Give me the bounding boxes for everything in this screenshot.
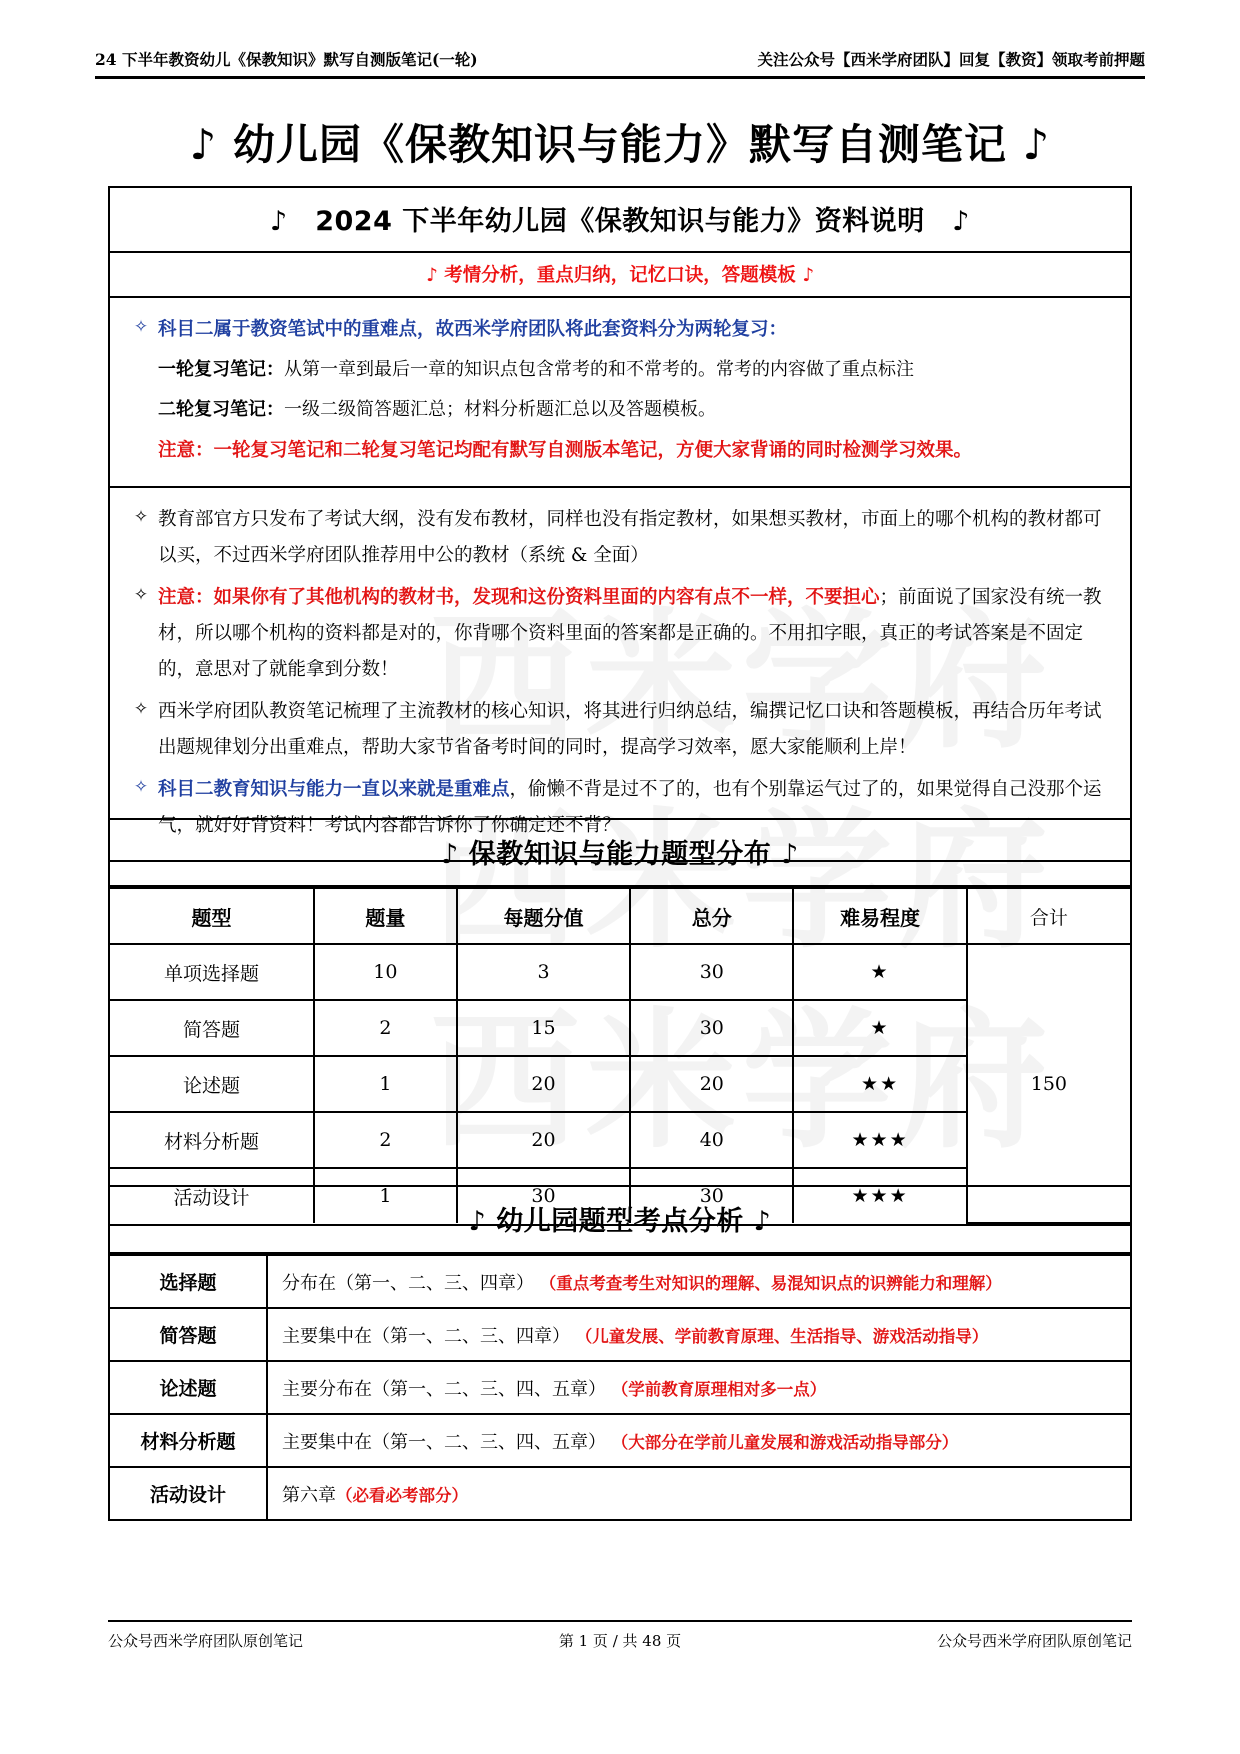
- diamond-bullet-icon: ✧: [133, 699, 149, 719]
- cell-description-main: 第六章: [282, 1484, 336, 1506]
- cell-total: 30: [630, 1168, 793, 1223]
- cell-type: 简答题: [110, 1000, 314, 1056]
- col-header-sum: 合计: [967, 888, 1130, 944]
- sub-line-label: 二轮复习笔记：: [158, 399, 284, 420]
- sub-line-body: 从第一章到最后一章的知识点包含常考的和不常考的。常考的内容做了重点标注: [284, 359, 914, 380]
- bullet-text-rest: ，偷懒不背是过不了的，也有个别靠运气过了的，如果觉得自己没那个运气，就好好背资料！考试内容都告诉你了你确定还不背？: [158, 779, 1102, 836]
- col-header-difficulty: 难易程度: [793, 888, 966, 944]
- cell-question-type: 活动设计: [110, 1467, 267, 1519]
- analysis-table-title: ♪ 幼儿园题型考点分析 ♪: [110, 1187, 1130, 1254]
- cell-description-note: （儿童发展、学前教育原理、生活指导、游戏活动指导）: [575, 1326, 989, 1346]
- distribution-table-title: ♪ 保教知识与能力题型分布 ♪: [110, 820, 1130, 887]
- cell-count: 1: [314, 1168, 457, 1223]
- cell-description: [267, 1361, 1130, 1414]
- cell-description-note: （大部分在学前儿童发展和游戏活动指导部分）: [611, 1432, 959, 1452]
- cell-per-score: 15: [457, 1000, 630, 1056]
- cell-description: [267, 1414, 1130, 1467]
- cell-grand-total: 150: [967, 944, 1130, 1223]
- header-divider: [95, 76, 1145, 79]
- table-row: [110, 944, 1130, 1000]
- header-right-text: 关注公众号【西米学府团队】回复【教资】领取考前押题: [757, 50, 1145, 69]
- col-header-type: 题型: [110, 888, 314, 944]
- cell-difficulty: ★★★: [793, 1168, 966, 1223]
- col-header-total: 总分: [630, 888, 793, 944]
- cell-type: 单项选择题: [110, 944, 314, 1000]
- info-section-two: [110, 488, 1130, 860]
- cell-description-main: 主要集中在（第一、二、三、四章）: [282, 1325, 570, 1347]
- page-title: ♪ 幼儿园《保教知识与能力》默写自测笔记 ♪: [189, 120, 1051, 169]
- cell-total: 20: [630, 1056, 793, 1112]
- sub-line-round-two: [158, 390, 1116, 430]
- cell-per-score: 30: [457, 1168, 630, 1223]
- analysis-table-box: [108, 1185, 1132, 1521]
- footer-right-text: 公众号西米学府团队原创笔记: [936, 1632, 1132, 1650]
- diamond-bullet-icon: ✧: [133, 317, 149, 337]
- bullet-text: [158, 580, 1116, 688]
- cell-count: 2: [314, 1000, 457, 1056]
- distribution-table-wrap: [110, 887, 1130, 1224]
- cell-question-type: 材料分析题: [110, 1414, 267, 1467]
- page-number: 第 1 页 / 共 48 页: [558, 1632, 682, 1650]
- bullet-text-rest: ；前面说了国家没有统一教材，所以哪个机构的资料都是对的，你背哪个资料里面的答案都是正确的。不用扣字眼，真正的考试答案是不固定的，意思对了就能拿到分数！: [158, 587, 1102, 680]
- diamond-bullet-icon: ✧: [133, 585, 149, 605]
- table-row: [110, 1467, 1130, 1519]
- sub-line-body: 一级二级简答题汇总；材料分析题汇总以及答题模板。: [284, 399, 716, 420]
- sub-line-label: 一轮复习笔记：: [158, 359, 284, 380]
- cell-description-main: 分布在（第一、二、三、四章）: [282, 1272, 534, 1294]
- cell-difficulty: ★★: [793, 1056, 966, 1112]
- cell-description-main: 主要集中在（第一、二、三、四、五章）: [282, 1431, 606, 1453]
- cell-per-score: 20: [457, 1056, 630, 1112]
- diamond-bullet-icon: ✧: [133, 777, 149, 797]
- notice-line: 注意：一轮复习笔记和二轮复习笔记均配有默写自测版本笔记，方便大家背诵的同时检测学习效果。: [158, 440, 973, 461]
- cell-total: 30: [630, 1000, 793, 1056]
- bullet-text: 教育部官方只发布了考试大纲，没有发布教材，同样也没有指定教材，如果想买教材，市面上的哪个机构的教材都可以买，不过西米学府团队推荐用中公的教材（系统 & 全面）: [158, 509, 1102, 566]
- info-box-heading: ♪ 2024 下半年幼儿园《保教知识与能力》资料说明 ♪: [110, 188, 1130, 253]
- cell-question-type: 选择题: [110, 1255, 267, 1308]
- cell-per-score: 3: [457, 944, 630, 1000]
- cell-difficulty: ★: [793, 944, 966, 1000]
- cell-description: [267, 1308, 1130, 1361]
- cell-total: 30: [630, 944, 793, 1000]
- cell-question-type: 论述题: [110, 1361, 267, 1414]
- header-left-text: 24 下半年教资幼儿《保教知识》默写自测版笔记(一轮): [95, 50, 478, 69]
- col-header-count: 题量: [314, 888, 457, 944]
- page-footer: [108, 1630, 1132, 1651]
- cell-count: 1: [314, 1056, 457, 1112]
- col-header-per-score: 每题分值: [457, 888, 630, 944]
- running-header: [95, 48, 1145, 70]
- info-box-subheading: ♪ 考情分析，重点归纳，记忆口诀，答题模板 ♪: [110, 253, 1130, 298]
- cell-description-note: （学前教育原理相对多一点）: [611, 1379, 827, 1399]
- cell-question-type: 简答题: [110, 1308, 267, 1361]
- cell-description-main: 主要分布在（第一、二、三、四、五章）: [282, 1378, 606, 1400]
- cell-type: 材料分析题: [110, 1112, 314, 1168]
- bullet-text-emphasis: 科目二教育知识与能力一直以来就是重难点: [158, 779, 510, 800]
- bullet-text: 西米学府团队教资笔记梳理了主流教材的核心知识，将其进行归纳总结，编撰记忆口诀和答题模板，再结合历年考试出题规律划分出重难点，帮助大家节省备考时间的同时，提高学习效率，愿大家能顺利上岸！: [158, 701, 1102, 758]
- cell-difficulty: ★: [793, 1000, 966, 1056]
- info-box: [108, 186, 1132, 862]
- bullet-item: [124, 502, 1116, 574]
- info-section-one: [110, 298, 1130, 488]
- cell-description-note: （必看必考部分）: [336, 1485, 468, 1505]
- footer-divider: [108, 1620, 1132, 1622]
- table-row: [110, 1361, 1130, 1414]
- table-header-row: [110, 888, 1130, 944]
- cell-difficulty: ★★★: [793, 1112, 966, 1168]
- sub-line-round-one: [158, 350, 1116, 390]
- cell-total: 40: [630, 1112, 793, 1168]
- table-row: [110, 1255, 1130, 1308]
- bullet-item: [124, 312, 1116, 348]
- cell-description-note: （重点考查考生对知识的理解、易混知识点的识辨能力和理解）: [539, 1273, 1002, 1293]
- cell-description: [267, 1467, 1130, 1519]
- cell-description: [267, 1255, 1130, 1308]
- bullet-text-emphasis: 注意：如果你有了其他机构的教材书，发现和这份资料里面的内容有点不一样，不要担心: [158, 587, 880, 608]
- analysis-table: [110, 1254, 1130, 1519]
- cell-type: 活动设计: [110, 1168, 314, 1223]
- bullet-item: [124, 694, 1116, 766]
- diamond-bullet-icon: ✧: [133, 507, 149, 527]
- distribution-table: [110, 887, 1130, 1224]
- cell-count: 2: [314, 1112, 457, 1168]
- table-row: [110, 1414, 1130, 1467]
- footer-left-text: 公众号西米学府团队原创笔记: [108, 1632, 304, 1650]
- cell-type: 论述题: [110, 1056, 314, 1112]
- cell-per-score: 20: [457, 1112, 630, 1168]
- bullet-text: 科目二属于教资笔试中的重难点，故西米学府团队将此套资料分为两轮复习：: [158, 319, 788, 340]
- bullet-item: [124, 580, 1116, 688]
- table-row: [110, 1308, 1130, 1361]
- cell-count: 10: [314, 944, 457, 1000]
- distribution-table-box: [108, 818, 1132, 1226]
